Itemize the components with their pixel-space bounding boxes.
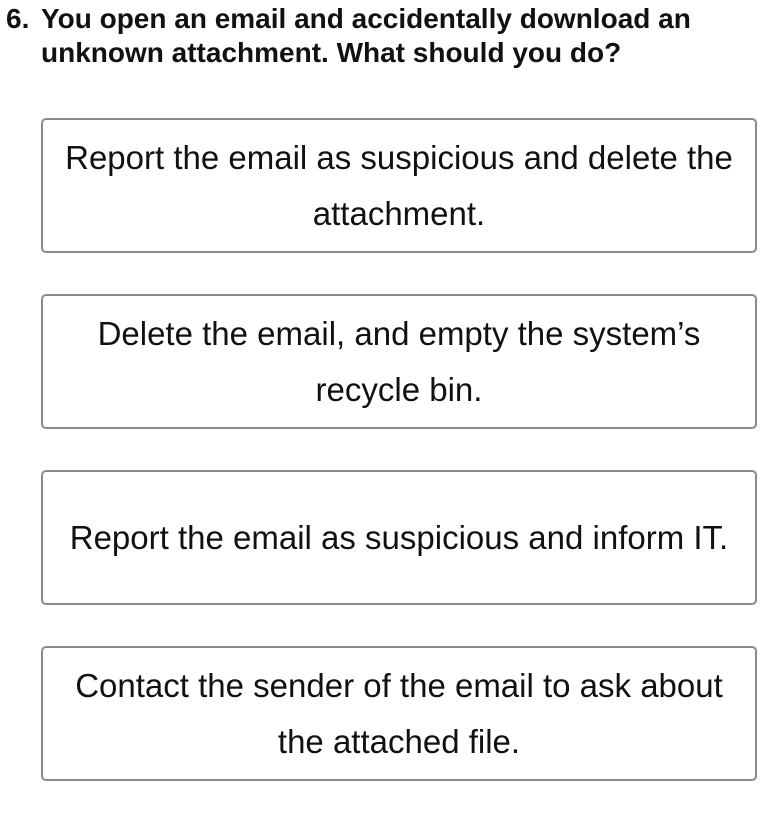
answer-option-label: Delete the email, and empty the system’s recycle bin.	[97, 314, 701, 408]
question-number: 6.	[6, 3, 30, 34]
answer-option-4[interactable]	[41, 646, 757, 781]
question-heading	[6, 2, 756, 70]
answer-option-label: Report the email as suspicious and delete the attachment.	[65, 138, 733, 232]
question-text: You open an email and accidentally download an unknown attachment. What should you do?	[41, 3, 691, 68]
answer-option-label: Contact the sender of the email to ask about the attached file.	[75, 666, 723, 760]
answer-option-3[interactable]	[41, 470, 757, 605]
answer-option-label: Report the email as suspicious and inform IT.	[69, 518, 729, 556]
answer-option-1[interactable]	[41, 118, 757, 253]
answer-options	[41, 118, 757, 822]
answer-option-2[interactable]	[41, 294, 757, 429]
